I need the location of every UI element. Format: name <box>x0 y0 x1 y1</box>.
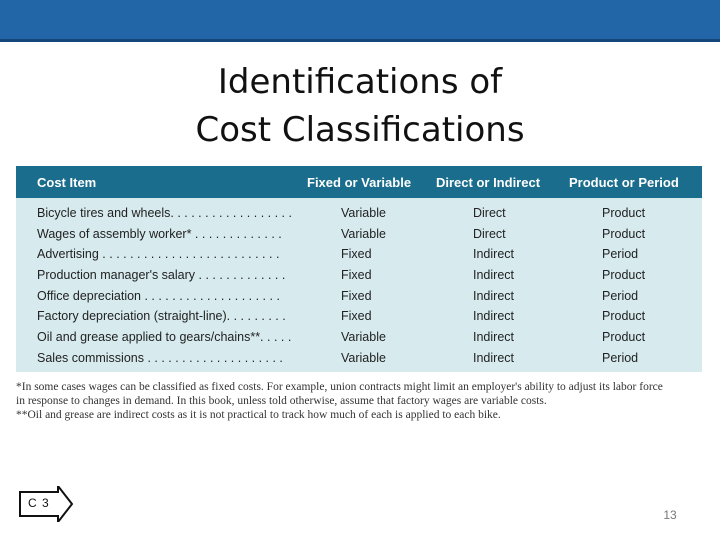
fixed-variable-cell: Fixed <box>341 268 372 282</box>
fixed-variable-cell: Fixed <box>341 289 372 303</box>
cost-item-cell: Factory depreciation (straight-line). . . . . . . . . <box>37 309 286 323</box>
header-product-or-period: Product or Period <box>569 175 679 190</box>
fixed-variable-cell: Variable <box>341 206 386 220</box>
header-fixed-or-variable: Fixed or Variable <box>307 175 412 190</box>
product-period-cell: Product <box>602 309 646 323</box>
table-header <box>16 166 702 198</box>
direct-indirect-cell: Indirect <box>473 330 514 344</box>
fixed-variable-cell: Variable <box>341 351 386 365</box>
product-period-cell: Product <box>602 227 646 241</box>
direct-indirect-cell: Indirect <box>473 289 514 303</box>
direct-indirect-cell: Indirect <box>473 309 514 323</box>
fixed-variable-cell: Variable <box>341 227 386 241</box>
footnote-oil-grease: **Oil and grease are indirect costs as it is not practical to track how much of each is applied to each bike. <box>16 409 501 421</box>
top-banner <box>0 0 720 42</box>
direct-indirect-cell: Indirect <box>473 351 514 365</box>
c3-label: C 3 <box>28 496 50 510</box>
table-row <box>16 224 702 244</box>
cost-item-cell: Advertising . . . . . . . . . . . . . . . . . . . . . . . . . . <box>37 247 280 261</box>
footnotes <box>16 380 706 422</box>
product-period-cell: Period <box>602 289 639 303</box>
table-row <box>16 244 702 264</box>
table-row <box>16 327 702 347</box>
direct-indirect-cell: Indirect <box>473 247 514 261</box>
cost-item-cell: Office depreciation . . . . . . . . . . . . . . . . . . . . <box>37 289 280 303</box>
cost-item-cell: Wages of assembly worker* . . . . . . . . . . . . . <box>37 227 282 241</box>
fixed-variable-cell: Fixed <box>341 309 372 323</box>
fixed-variable-cell: Variable <box>341 330 386 344</box>
footnote-wages: *In some cases wages can be classified as fixed costs. For example, union contracts might limit an employer's ability to adjust its labor force <box>16 381 663 393</box>
fixed-variable-cell: Fixed <box>341 247 372 261</box>
table-row <box>16 286 702 306</box>
cost-item-cell: Oil and grease applied to gears/chains**. . . . . <box>37 330 292 344</box>
product-period-cell: Product <box>602 268 646 282</box>
header-direct-or-indirect: Direct or Indirect <box>436 175 541 190</box>
cost-item-cell: Production manager's salary . . . . . . . . . . . . . <box>37 268 286 282</box>
slide-title <box>0 58 720 154</box>
cost-item-cell: Bicycle tires and wheels. . . . . . . . . . . . . . . . . . <box>37 206 292 220</box>
c3-link-button[interactable] <box>18 486 74 522</box>
cost-classification-table <box>16 166 702 372</box>
product-period-cell: Product <box>602 206 646 220</box>
title-line-1: Identifications of <box>217 62 503 102</box>
table-row <box>16 348 702 368</box>
product-period-cell: Period <box>602 247 639 261</box>
direct-indirect-cell: Indirect <box>473 268 514 282</box>
page-number: 13 <box>663 508 677 522</box>
header-cost-item: Cost Item <box>37 175 97 190</box>
footnote-wages-cont: in response to changes in demand. In this book, unless told otherwise, assume that factory wages are variable costs. <box>16 395 547 407</box>
cost-item-cell: Sales commissions . . . . . . . . . . . . . . . . . . . . <box>37 351 283 365</box>
table-row <box>16 265 702 285</box>
product-period-cell: Period <box>602 351 639 365</box>
direct-indirect-cell: Direct <box>473 227 506 241</box>
title-line-2: Cost Classifications <box>195 110 525 150</box>
product-period-cell: Product <box>602 330 646 344</box>
direct-indirect-cell: Direct <box>473 206 506 220</box>
table-row <box>16 203 702 223</box>
table-row <box>16 306 702 326</box>
